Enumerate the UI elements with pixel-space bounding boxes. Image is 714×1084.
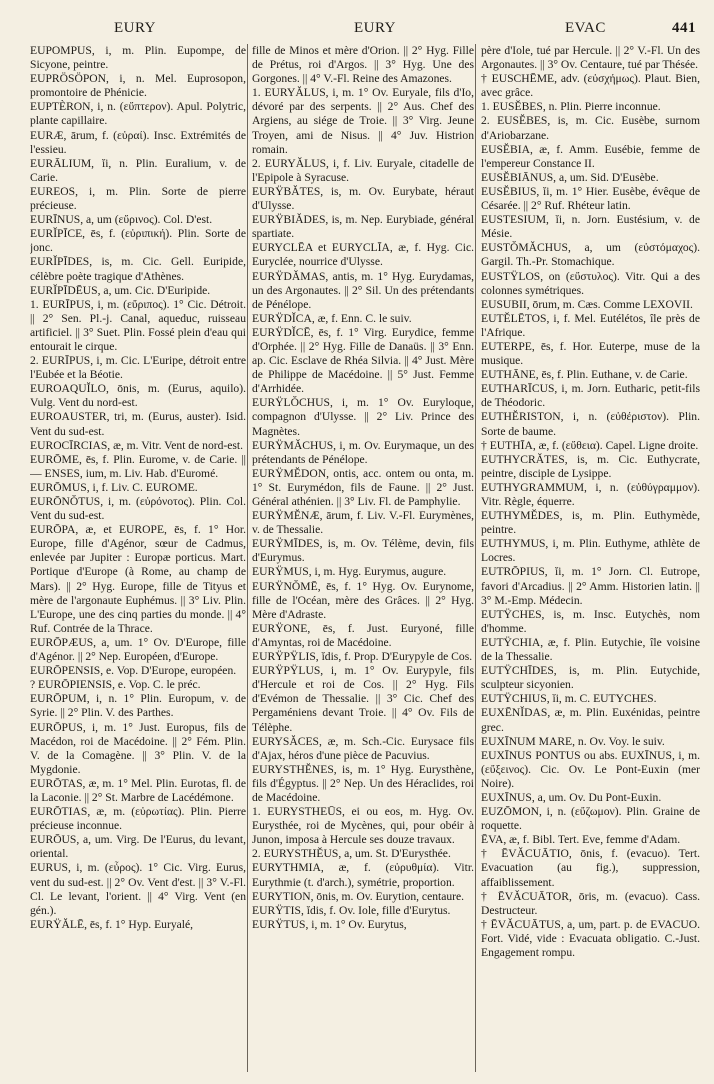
dictionary-entry: † EUSCHĒME, adv. (εὐσχήμως). Plaut. Bien, avec grâce.: [481, 72, 700, 100]
dictionary-entry: EUPTÈRON, i, n. (εὔπτερον). Apul. Polytric, plante capillaire.: [30, 100, 246, 128]
dictionary-entry: † EUTHĪA, æ, f. (εὔθεια). Capel. Ligne droite.: [481, 438, 699, 452]
dictionary-entry: EUSĔBIĀNUS, a, um. Sid. D'Eusèbe.: [481, 170, 659, 184]
dictionary-entry: EURŸBĂTES, is, m. Ov. Eurybate, héraut d'Ulysse.: [252, 184, 474, 213]
dictionary-entry: EUROCĪRCIAS, æ, m. Vitr. Vent de nord-est.: [30, 438, 244, 452]
dictionary-entry: EURŸMĪDES, is, m. Ov. Télème, devin, fils d'Eurymus.: [252, 537, 474, 565]
dictionary-entry: EUTĔLĒTOS, i, f. Mel. Eutélétos, île près de l'Afrique.: [481, 311, 700, 339]
dictionary-entry: EURŸMĂCHUS, i, m. Ov. Eurymaque, un des prétendants de Pénélope.: [252, 438, 474, 466]
dictionary-entry: EUTŸCHIA, æ, f. Plin. Eutychie, île voisine de la Thessalie.: [481, 635, 700, 664]
dictionary-entry: 1. EURYĂLUS, i, m. 1° Ov. Euryale, fils d'Io, dévoré par des serpents. || 2° Aus. Chef des Argiens, au siége de Troie. || 3° Virg. Jeune Troyen, ami de Nisus. || 4° Juv. Histrion romain.: [252, 86, 474, 156]
dictionary-entry: fille de Minos et mère d'Orion. || 2° Hyg. Fille de Prétus, roi d'Argos. || 3° Hyg. Une des Gorgones. || 4° V.-Fl. Reine des Amazones.: [252, 44, 474, 86]
dictionary-entry: EURĀLIUM, ĭi, n. Plin. Euralium, v. de Carie.: [30, 156, 246, 184]
dictionary-entry: EURYSTHĔNES, is, m. 1° Hyg. Eurysthène, fils d'Égyptus. || 2° Nep. Un des Héraclides, roi de Macédoine.: [252, 762, 474, 804]
dictionary-entry: † ĒVĂCUĀTUS, a, um, part. p. de EVACUO. Fort. Vidé, vide : Evacuata obligatio. C.-Just. Engagement rompu.: [481, 917, 700, 959]
dictionary-entry: EURĬPĪCE, ēs, f. (εὐριπική). Plin. Sorte de jonc.: [30, 227, 246, 255]
dictionary-entry: † ĒVĂCUĀTIO, ōnis, f. (evacuo). Tert. Evacuation (au fig.), suppression, affaiblissement.: [481, 847, 700, 889]
dictionary-entry: EUROAQUĬLO, ōnis, m. (Eurus, aquilo). Vulg. Vent du nord-est.: [30, 382, 246, 410]
dictionary-entry: 1. EURYSTHEŪS, ei ou eos, m. Hyg. Ov. Eurysthée, roi de Mycènes, qui, pour obéir à Junon, imposa à Hercule ses douze travaux.: [252, 805, 474, 847]
dictionary-entry: EUTHĀNE, ēs, f. Plin. Euthane, v. de Carie.: [481, 368, 688, 382]
dictionary-entry: EURŸDĂMAS, antis, m. 1° Hyg. Eurydamas, un des Argonautes. || 2° Sil. Un des prétendants de Pénélope.: [252, 269, 474, 311]
dictionary-entry: EURŸMĔNÆ, ārum, f. Liv. V.-Fl. Eurymènes, v. de Thessalie.: [252, 509, 474, 537]
dictionary-entry: père d'Iole, tué par Hercule. || 2° V.-Fl. Un des Argonautes. || 3° Ov. Centaure, tué par Thésée.: [481, 44, 700, 72]
dictionary-entry: EURUS, i, m. (εὖρος). 1° Cic. Virg. Eurus, vent du sud-est. || 2° Ov. Vent d'est. || 3° V.-Fl. Cl. Le levant, l'orient. || 4° Virg. Vent (en gén.).: [30, 861, 246, 917]
dictionary-entry: EUTHYMĔDES, is, m. Plin. Euthymède, peintre.: [481, 509, 700, 537]
dictionary-entry: EUTHYGRAMMUM, i, n. (εὐθύγραμμον). Vitr. Règle, équerre.: [481, 480, 700, 508]
running-header: [18, 20, 700, 42]
dictionary-entry: EURYCLĒA et EURYCLĪA, æ, f. Hyg. Cic. Euryclée, nourrice d'Ulysse.: [252, 241, 474, 269]
dictionary-entry: EURĬPĪDES, is, m. Cic. Gell. Euripide, célèbre poète tragique d'Athènes.: [30, 255, 246, 283]
dictionary-entry: EURĬPĪDĒUS, a, um. Cic. D'Euripide.: [30, 283, 211, 297]
column-right: [481, 44, 700, 1074]
dictionary-entry: EURŌPENSIS, e. Vop. D'Europe, européen.: [30, 664, 237, 678]
dictionary-entry: EURŸBIĂDES, is, m. Nep. Eurybiade, général spartiate.: [252, 213, 474, 241]
dictionary-entry: EUXĪNUS PONTUS ou abs. EUXĪNUS, i, m. (εὔξεινος). Cic. Ov. Le Pont-Euxin (mer Noire).: [481, 748, 700, 790]
dictionary-entry: EURŌPUS, i, m. 1° Just. Europus, fils de Macédon, roi de Macédoine. || 2° Fém. Plin. V. de la Comagène. || 3° Plin. V. de la Mygdonie.: [30, 720, 246, 776]
dictionary-entry: EUTHYMUS, i, m. Plin. Euthyme, athlète de Locres.: [481, 537, 700, 565]
dictionary-entry: EURŌNŎTUS, i, m. (εὐρόνοτος). Plin. Col. Vent du sud-est.: [30, 495, 246, 523]
dictionary-entry: EUTHYCRĂTES, is, m. Cic. Euthycrate, peintre, disciple de Lysippe.: [481, 452, 700, 480]
dictionary-entry: EURŌPUM, i, n. 1° Plin. Europum, v. de Syrie. || 2° Plin. V. des Parthes.: [30, 692, 246, 720]
dictionary-entry: EURŸPŸLUS, i, m. 1° Ov. Eurypyle, fils d'Hercule et roi de Cos. || 2° Hyg. Fils d'Evémon de Thessalie. || 3° Cic. Chef des Pergaméniens devant Troie. || 4° Ov. Fils de Télèphe.: [252, 664, 474, 734]
dictionary-entry: EURŌTAS, æ, m. 1° Mel. Plin. Eurotas, fl. de la Laconie. || 2° St. Marbre de Lacédémone.: [30, 776, 246, 804]
dictionary-entry: EURŸONE, ēs, f. Just. Euryoné, fille d'Amyntas, roi de Macédoine.: [252, 621, 474, 649]
dictionary-entry: EUREOS, i, m. Plin. Sorte de pierre précieuse.: [30, 184, 246, 213]
dictionary-entry: 2. EUSĔBES, is, m. Cic. Eusèbe, surnom d'Ariobarzane.: [481, 114, 700, 142]
dictionary-entry: EUSTŎMĂCHUS, a, um (εὐστόμαχος). Gargil. Th.-Pr. Stomachique.: [481, 241, 700, 269]
dictionary-entry: EUTERPE, ēs, f. Hor. Euterpe, muse de la musique.: [481, 339, 700, 368]
dictionary-entry: EUPRÖSÖPON, i, n. Mel. Euprosopon, promontoire de Phénicie.: [30, 72, 246, 100]
dictionary-entry: EURŸLŎCHUS, i, m. 1° Ov. Euryloque, compagnon d'Ulysse. || 2° Liv. Prince des Magnètes.: [252, 396, 474, 438]
dictionary-entry: EURŸDĬCA, æ, f. Enn. C. le suiv.: [252, 311, 412, 325]
dictionary-entry: EURYTION, ōnis, m. Ov. Eurytion, centaure.: [252, 889, 465, 903]
dictionary-entry: ? EURŌPIENSIS, e. Vop. C. le préc.: [30, 678, 201, 692]
dictionary-entry: EUSTESIUM, ĭi, n. Jorn. Eustésium, v. de Mésie.: [481, 213, 700, 241]
dictionary-entry: EURŌPA, æ, et EUROPE, ēs, f. 1° Hor. Europe, fille d'Agénor, sœur de Cadmus, enlevée par Jupiter : Europæ porticus. Mart. Portique d'Europe (à Rome, au champ de Mars). || 2° Hyg. Europe, fille de Tityus et mère de l'argonaute Euphémus. || 3° Liv. Plin. L'Europe, une des cinq parties du monde. || 4° Ruf. Contrée de la Thrace.: [30, 523, 246, 635]
dictionary-entry: EUPOMPUS, i, m. Plin. Eupompe, de Sicyone, peintre.: [30, 44, 246, 72]
dictionary-entry: 1. EURĪPUS, i, m. (εὔριπος). 1° Cic. Détroit. || 2° Sen. Pl.-j. Canal, aqueduc, ruisseau artificiel. || 3° Suet. Plin. Fossé plein d'eau qui entourait le cirque.: [30, 297, 246, 353]
dictionary-entry: EUXĪNUS, a, um. Ov. Du Pont-Euxin.: [481, 790, 662, 804]
page-number: 441: [672, 20, 696, 36]
dictionary-entry: EUSĔBIA, æ, f. Amm. Eusébie, femme de l'empereur Constance II.: [481, 142, 700, 170]
dictionary-entry: EURÆ, ārum, f. (εὐραί). Insc. Extrémités de l'essieu.: [30, 128, 246, 156]
dictionary-entry: 2. EURĪPUS, i, m. Cic. L'Euripe, détroit entre l'Eubée et la Béotie.: [30, 354, 246, 382]
dictionary-entry: EUTRŌPIUS, ĭi, m. 1° Jorn. Cl. Eutrope, favori d'Arcadius. || 2° Amm. Historien latin. || 3° M.-Emp. Médecin.: [481, 565, 700, 607]
header-middle-guideword: EURY: [354, 20, 397, 36]
header-right-guideword: EVAC: [565, 20, 606, 36]
dictionary-entry: EURŌME, ēs, f. Plin. Eurome, v. de Carie. || — ENSES, ium, m. Liv. Hab. d'Euromé.: [30, 452, 246, 480]
dictionary-entry: EURŌPÆUS, a, um. 1° Ov. D'Europe, fille d'Agénor. || 2° Nep. Européen, d'Europe.: [30, 635, 246, 664]
dictionary-entry: EUXĒNĬDAS, æ, m. Plin. Euxénidas, peintre grec.: [481, 706, 700, 734]
text-columns: [20, 44, 700, 1074]
dictionary-entry: EURĪNUS, a, um (εὔρινος). Col. D'est.: [30, 213, 213, 227]
dictionary-entry: EUXĪNUM MARE, n. Ov. Voy. le suiv.: [481, 734, 665, 748]
dictionary-entry: ĒVA, æ, f. Bibl. Tert. Eve, femme d'Adam.: [481, 833, 681, 847]
dictionary-entry: EUROAUSTER, tri, m. (Eurus, auster). Isid. Vent du sud-est.: [30, 410, 246, 438]
dictionary-entry: EURŌUS, a, um. Virg. De l'Eurus, du levant, oriental.: [30, 833, 246, 861]
dictionary-entry: EUZŌMON, i, n. (εὔζωμον). Plin. Graine de roquette.: [481, 805, 700, 833]
dictionary-entry: EURŸTUS, i, m. 1° Ov. Eurytus,: [252, 917, 407, 931]
dictionary-entry: EURŌMUS, i, f. Liv. C. EUROME.: [30, 480, 198, 494]
dictionary-entry: EURŸMĔDON, ontis, acc. ontem ou onta, m. 1° St. Eurymédon, fils de Faune. || 2° Just. Général athénien. || 3° Liv. Fl. de Pamphylie.: [252, 466, 474, 508]
dictionary-entry: EUTHĔRISTON, i, n. (εὐθέριστον). Plin. Sorte de baume.: [481, 410, 700, 438]
dictionary-entry: 2. EURYĂLUS, i, f. Liv. Euryale, citadelle de l'Epipole à Syracuse.: [252, 156, 474, 184]
column-middle: [252, 44, 474, 1074]
dictionary-entry: EUTŸCHĪDES, is, m. Plin. Eutychide, sculpteur sicyonien.: [481, 664, 700, 692]
dictionary-entry: EUSTŸLOS, on (εὔστυλος). Vitr. Qui a des colonnes symétriques.: [481, 269, 700, 297]
dictionary-entry: EUTŸCHIUS, ĭi, m. C. EUTYCHES.: [481, 692, 657, 706]
column-left: [30, 44, 246, 1074]
dictionary-entry: EUSĔBIUS, ĭi, m. 1° Hier. Eusèbe, évêque de Césarée. || 2° Ruf. Rhéteur latin.: [481, 184, 700, 213]
dictionary-entry: EURYTHMIA, æ, f. (εὐρυθμία). Vitr. Eurythmie (t. d'arch.), symétrie, proportion.: [252, 861, 474, 889]
dictionary-entry: EURYSĂCES, æ, m. Sch.-Cic. Eurysace fils d'Ajax, héros d'une pièce de Pacuvius.: [252, 734, 474, 762]
dictionary-entry: † ĒVĂCUĀTOR, ōris, m. (evacuo). Cass. Destructeur.: [481, 889, 700, 917]
dictionary-entry: 2. EURYSTHĔUS, a, um. St. D'Eurysthée.: [252, 847, 451, 861]
dictionary-entry: EURŸDĬCĒ, ēs, f. 1° Virg. Eurydice, femme d'Orphée. || 2° Hyg. Fille de Danaüs. || 3° Enn. ap. Cic. Esclave de Rhéa Silvia. || 4° Just. Mère de Philippe de Macédoine. || 5° Just. Femme d'Arrhidée.: [252, 325, 474, 396]
dictionary-entry: EURŸTIS, ĭdis, f. Ov. Iole, fille d'Eurytus.: [252, 903, 451, 917]
dictionary-entry: EUTŸCHES, is, m. Insc. Eutychès, nom d'homme.: [481, 607, 700, 635]
dictionary-entry: EUTHARĪCUS, i, m. Jorn. Eutharic, petit-fils de Théodoric.: [481, 382, 700, 410]
dictionary-entry: EURŸĂLĒ, ēs, f. 1° Hyp. Euryalé,: [30, 917, 194, 931]
dictionary-entry: EURŸMUS, i, m. Hyg. Eurymus, augure.: [252, 565, 447, 579]
dictionary-entry: EURŸPŸLIS, ĭdis, f. Prop. D'Eurypyle de Cos.: [252, 650, 473, 664]
dictionary-entry: EURŸNŎMĒ, ēs, f. 1° Hyg. Ov. Eurynome, fille de l'Océan, mère des Grâces. || 2° Hyg. Mère d'Adraste.: [252, 579, 474, 621]
dictionary-entry: EURŌTIAS, æ, m. (εὐρωτίας). Plin. Pierre précieuse inconnue.: [30, 805, 246, 833]
dictionary-entry: EUSUBII, ōrum, m. Cæs. Comme LEXOVII.: [481, 297, 693, 311]
dictionary-entry: 1. EUSĔBES, n. Plin. Pierre inconnue.: [481, 100, 661, 114]
header-left-guideword: EURY: [114, 20, 157, 36]
